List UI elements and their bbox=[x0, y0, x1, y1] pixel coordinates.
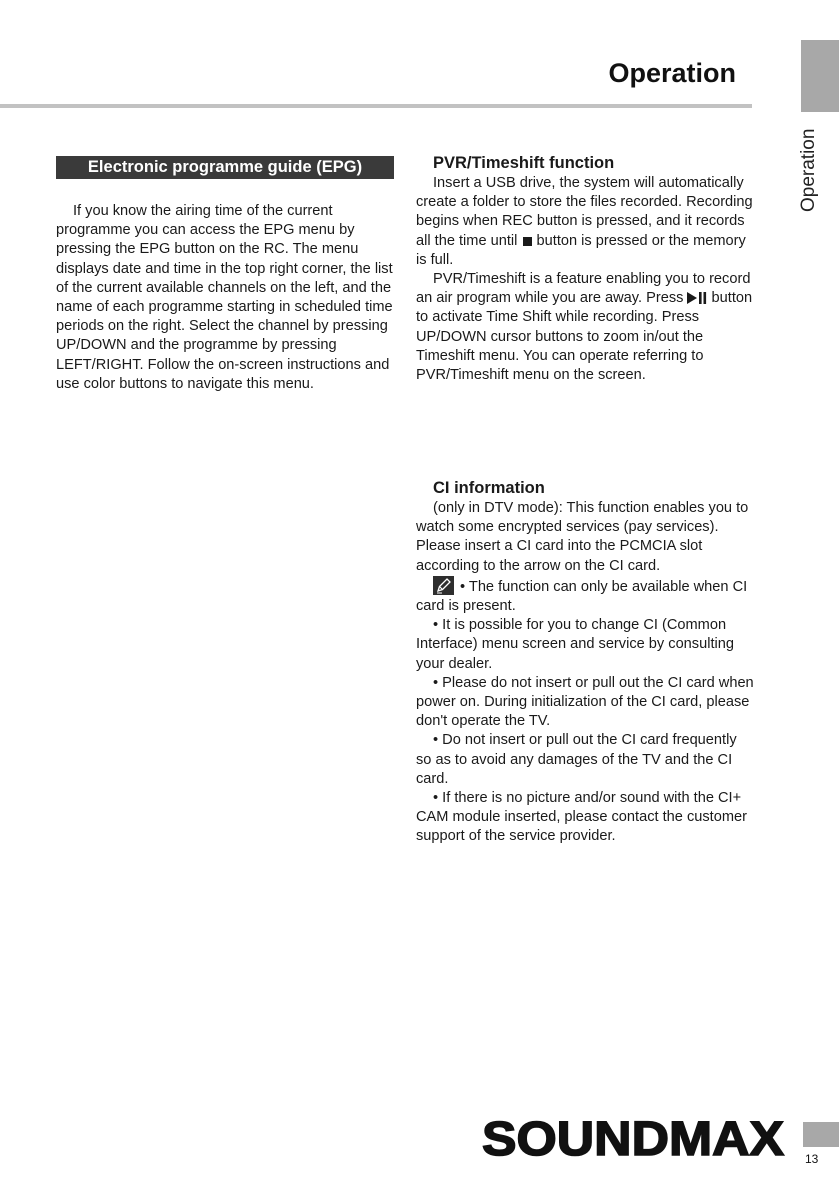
page-title: Operation bbox=[608, 58, 736, 88]
pvr-p1-after: button is pressed or the memory is full. bbox=[416, 232, 746, 268]
page-tab bbox=[803, 1122, 839, 1147]
ci-note-4: • Do not insert or pull out the CI card frequently so as to avoid any damages of the TV and the CI card. bbox=[416, 732, 737, 787]
pvr-paragraph-1 bbox=[416, 174, 756, 270]
ci-note-5: • If there is no picture and/or sound with the CI+ CAM module inserted, please contact the customer support of the service provider. bbox=[416, 790, 747, 845]
brand-logo-text: SOUNDMAX bbox=[482, 1113, 784, 1162]
side-tab bbox=[801, 40, 839, 112]
epg-text: If you know the airing time of the current programme you can access the EPG menu by pressing the EPG button on the RC. The menu displays date and time in the top right corner, the list of the current available channels on the left, and the name of each programme starting in scheduled time periods on the right. Select the channel by pressing UP/DOWN and the programme by pressing LEFT/RIGHT. Follow the on-screen instructions and use color buttons to navigate this menu. bbox=[56, 203, 393, 392]
epg-section bbox=[56, 156, 396, 394]
header-divider bbox=[0, 104, 752, 108]
pvr-heading: PVR/Timeshift function bbox=[433, 154, 615, 172]
play-pause-icon bbox=[687, 292, 707, 304]
stop-icon bbox=[523, 237, 532, 246]
pvr-paragraph-2 bbox=[416, 270, 756, 385]
ci-heading: CI information bbox=[433, 479, 545, 497]
ci-note-3: • Please do not insert or pull out the CI card when power on. During initialization of the CI card, please don't operate the TV. bbox=[416, 674, 754, 730]
ci-note-2: • It is possible for you to change CI (Common Interface) menu screen and service by consulting your dealer. bbox=[416, 617, 734, 672]
pvr-p2-rest: button to activate Time Shift while recording. Press UP/DOWN cursor buttons to zoom in/out the Timeshift menu. You can operate referring to PVR/Timeshift menu on the screen. bbox=[416, 290, 753, 384]
ci-note-1-text: • The function can only be available when CI card is present. bbox=[416, 578, 748, 615]
pvr-section bbox=[416, 152, 756, 385]
brand-logo bbox=[480, 1112, 786, 1162]
pvr-p2-first: PVR/Timeshift is a feature enabling you to record an air program while you are away. bbox=[416, 271, 751, 307]
note-pencil-icon bbox=[433, 576, 454, 595]
pvr-p1-before: Insert a USB drive, the system will automatically create a folder to store the files recorded. Recording begins when REC button is pressed, and it records all the time until bbox=[416, 175, 753, 249]
ci-intro: (only in DTV mode): This function enables you to watch some encrypted services (pay services). Please insert a CI card into the PCMCIA slot according to the arrow on the CI card. bbox=[416, 500, 749, 574]
ci-section bbox=[416, 477, 756, 847]
ci-note-1 bbox=[416, 576, 756, 616]
pvr-p2-press: Press bbox=[646, 290, 684, 307]
epg-heading: Electronic programme guide (EPG) bbox=[56, 156, 394, 179]
page-number: 13 bbox=[805, 1152, 819, 1166]
